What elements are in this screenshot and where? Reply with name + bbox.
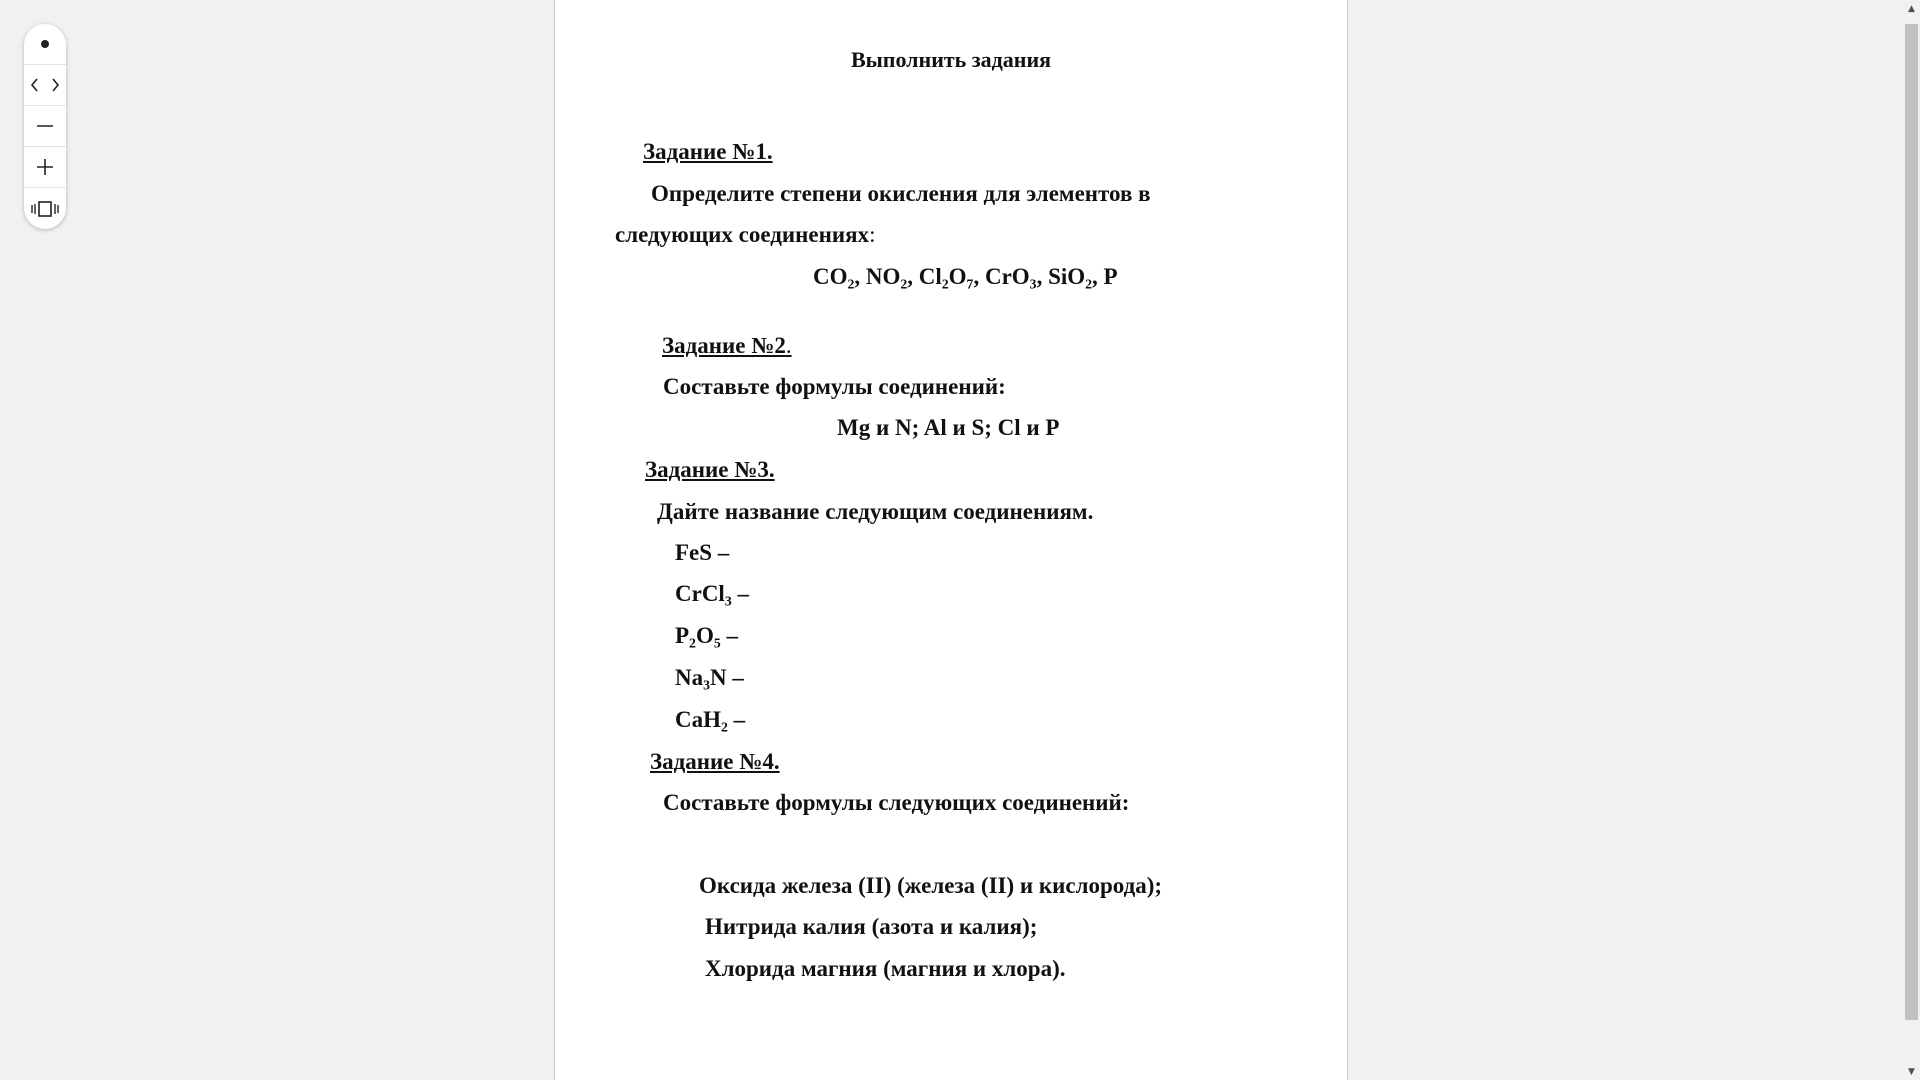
task2-heading-dot: . (785, 333, 792, 358)
plus-icon (36, 158, 54, 176)
task1-text-line1: Определите степени окисления для элементов в (651, 181, 1151, 206)
task3-item: P₂O₅ – (675, 623, 738, 648)
dot-icon (39, 38, 51, 50)
task4-item: Хлорида магния (магния и хлора). (705, 956, 1066, 981)
task1-formulas: CO₂, NO₂, Cl₂O₇, CrO₃, SiO₂, P (813, 264, 1118, 289)
task3-text: Дайте название следующим соединениям. (657, 499, 1094, 524)
task1-heading: Задание №1. (643, 139, 773, 164)
task2-heading-main: Задание №2 (662, 333, 786, 358)
task3-item: Na₃N – (675, 665, 744, 690)
scroll-thumb[interactable] (1905, 24, 1918, 1020)
task3-item: FeS – (675, 540, 730, 565)
task1-text-colon: : (869, 222, 876, 247)
task3-heading: Задание №3. (645, 457, 775, 482)
page-view-button[interactable] (24, 188, 66, 229)
task3-item: CaH₂ – (675, 707, 746, 732)
minus-icon (36, 117, 54, 135)
task1-text-line2-main: следующих соединениях (615, 222, 870, 247)
task4-text: Составьте формулы следующих соединений: (663, 790, 1130, 815)
page-view-icon (30, 200, 60, 218)
zoom-out-button[interactable] (24, 106, 66, 147)
task1-text-line2 (615, 221, 875, 249)
scroll-up-arrow[interactable]: ▲ (1908, 3, 1915, 14)
document-title: Выполнить задания (850, 47, 1052, 72)
document-page (554, 0, 1348, 1080)
task2-heading (662, 332, 792, 360)
task4-item: Оксида железа (II) (железа (II) и кислорода); (699, 873, 1163, 898)
task4-item: Нитрида калия (азота и калия); (705, 914, 1038, 939)
viewer-toolbar (24, 24, 66, 229)
task3-item: CrCl₃ – (675, 581, 749, 606)
dot-button[interactable] (24, 24, 66, 65)
task2-pairs: Mg и N; Al и S; Cl и P (837, 415, 1060, 440)
task4-heading: Задание №4. (650, 749, 780, 774)
chevrons-icon (30, 77, 60, 93)
scroll-down-arrow[interactable]: ▼ (1908, 1066, 1915, 1077)
zoom-in-button[interactable] (24, 147, 66, 188)
vertical-scrollbar[interactable] (1903, 0, 1920, 1080)
task2-text: Составьте формулы соединений: (663, 374, 1006, 399)
prev-next-button[interactable] (24, 65, 66, 106)
